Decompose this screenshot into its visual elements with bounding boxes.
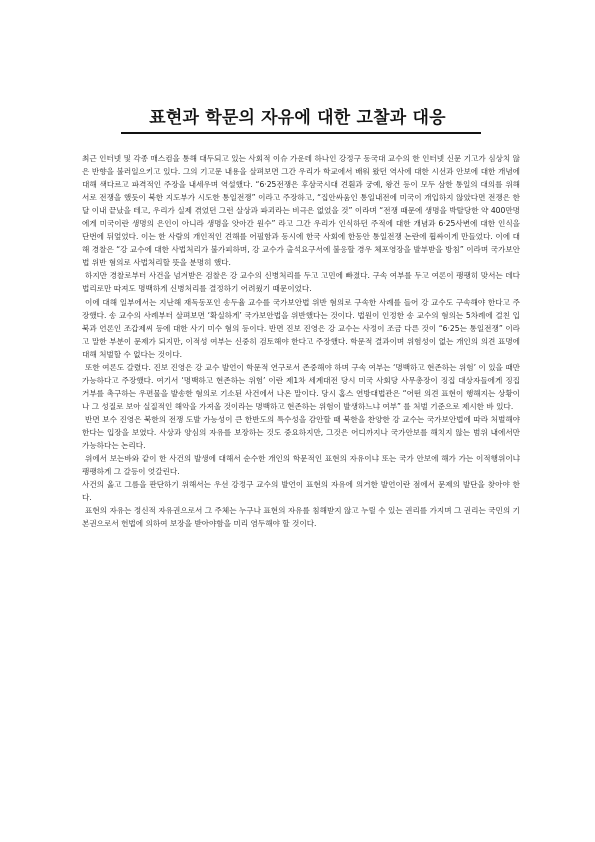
paragraph-1: 최근 인터넷 및 각종 매스컴을 통해 대두되고 있는 사회적 이슈 가운데 하나인 강정구 동국대 교수의 한 인터넷 신문 기고가 심상치 않은 반향을 불러일으키고 있다. 그의 기고문 내용을 살펴보면 그간 우리가 학교에서 배워 왔던 역사에 대한 시선과 안보에 대한 개념에 대해 색다르고 파격적인 주장을 내세우며 역설했다. “6·25전쟁은 후삼국시대 견훤과 궁예, 왕건 등이 모두 삼한 통일의 대의를 위해 서로 전쟁을 했듯이 북한 지도부가 시도한 통일전쟁” 이라고 주장하고, “집안싸움인 통일내전에 미국이 개입하지 않았다면 전쟁은 한 달 이내 끝났을 테고, 우리가 실제 겪었던 그런 살상과 파괴라는 비극은 없었을 것” 이라며 “전쟁 때문에 생명을 박탈당한 약 400만명에게 미국이란 생명의 은인이 아니라 생명을 앗아간 원수” 라고 그간 우리가 인식하던 주적에 대한 개념과 6·25사변에 대한 인식을 단번에 뒤엎었다. 이는 한 사람의 개인적인 견해를 어필함과 동시에 한국 사회에 한동안 통일전쟁 논란에 휩싸이게 만들었다. 이에 대해 경찰은 “강 교수에 대한 사법처리가 불가피하며, 강 교수가 출석요구서에 불응할 경우 체포영장을 발부받을 방침” 이라며 국가보안법 위반 혐의로 사법처리할 뜻을 분명히 했다. bbox=[82, 154, 520, 268]
document-body bbox=[82, 152, 520, 530]
paragraph-3: 이에 대해 일부에서는 지난해 재독동포인 송두율 교수를 국가보안법 위반 혐의로 구속한 사례를 들어 강 교수도 구속해야 한다고 주장했다. 송 교수의 사례부터 살펴보면 ‘확실하게’ 국가보안법을 위반했다는 것이다. 법원이 인정한 송 교수의 혐의는 5차례에 걸친 입북과 언론인 조갑제씨 등에 대한 사기 미수 혐의 등이다. 반면 진보 진영은 강 교수는 사정이 조금 다른 것이 “6·25는 통일전쟁” 이라고 말한 부분이 문제가 되지만, 이적성 여부는 신중히 검토해야 한다고 주장했다. 학문적 결과이며 위험성이 없는 개인의 의견 표명에 대해 처벌할 수 없다는 것이다. bbox=[82, 297, 520, 359]
title-underline bbox=[121, 132, 481, 134]
title-block bbox=[0, 103, 595, 134]
paragraph-5: 반면 보수 진영은 북한의 전쟁 도발 가능성이 큰 한반도의 특수성을 감안할 때 북한을 찬양한 강 교수는 국가보안법에 따라 처벌해야 한다는 입장을 보였다. 사상과 양심의 자유를 보장하는 것도 중요하지만, 그것은 어디까지나 국가안보를 해치지 않는 범위 내에서만 가능하다는 논리다. bbox=[82, 414, 520, 451]
paragraph-7: 사건의 옳고 그름을 판단하기 위해서는 우선 강정구 교수의 발언이 표현의 자유에 의거한 발언이란 점에서 문제의 발단을 찾아야 한다. bbox=[82, 480, 520, 503]
paragraph-2: 하지만 경찰로부터 사건을 넘겨받은 검찰은 강 교수의 신병처리를 두고 고민에 빠졌다. 구속 여부를 두고 여론이 팽팽히 맞서는 데다 법리로만 따져도 명백하게 신병처리를 결정하기 어려웠기 때문이었다. bbox=[82, 271, 520, 294]
document-title: 표현과 학문의 자유에 대한 고찰과 대응 bbox=[149, 108, 446, 128]
paragraph-8: 표현의 자유는 정신적 자유권으로서 그 주체는 누구나 표현의 자유를 침해받지 않고 누릴 수 있는 권리를 가지며 그 권리는 국민의 기본권으로서 헌법에 의하여 보장을 받아야함을 미리 염두해야 할 것이다. bbox=[82, 506, 520, 529]
paragraph-4: 또한 여론도 갈렸다. 진보 진영은 강 교수 발언이 학문적 연구로서 존중해야 하며 구속 여부는 ‘명백하고 현존하는 위험’ 이 있을 때만 가능하다고 주장했다. 여기서 ‘명백하고 현존하는 위험’ 이란 제1차 세계대전 당시 미국 사회당 사무총장이 징집 대상자들에게 징집 거부를 촉구하는 우편물을 발송한 혐의로 기소된 사건에서 나온 말이다. 당시 홈스 연방대법관은 “어떤 의견 표현이 행해지는 상황이나 그 성질로 보아 실질적인 해악을 가져올 것이라는 명백하고 현존하는 위험이 발생하느냐 여부” 를 처벌 기준으로 제시한 바 있다. bbox=[82, 362, 520, 411]
paragraph-6: 위에서 보는바와 같이 한 사건의 발생에 대해서 순수한 개인의 학문적인 표현의 자유이냐 또는 국가 안보에 해가 가는 이적행위이냐 팽팽하게 그 갈등이 엇갈린다. bbox=[82, 454, 520, 477]
